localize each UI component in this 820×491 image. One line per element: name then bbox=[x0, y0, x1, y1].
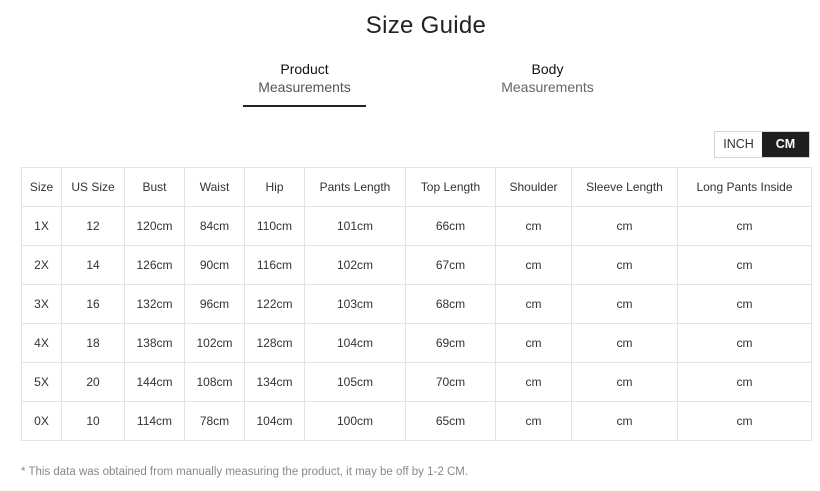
header-sleeve-length: Sleeve Length bbox=[572, 168, 678, 207]
cell-pants-length: 100cm bbox=[305, 402, 406, 441]
cell-size: 4X bbox=[22, 324, 62, 363]
header-waist: Waist bbox=[185, 168, 245, 207]
cell-long-pants-inside: cm bbox=[678, 402, 812, 441]
tab-product-measurements[interactable] bbox=[243, 60, 366, 107]
tab-body-measurements[interactable] bbox=[486, 60, 609, 107]
header-size: Size bbox=[22, 168, 62, 207]
cell-top-length: 65cm bbox=[406, 402, 496, 441]
cell-long-pants-inside: cm bbox=[678, 363, 812, 402]
tab-body-line2: Measurements bbox=[501, 79, 594, 95]
cell-hip: 116cm bbox=[245, 246, 305, 285]
header-top-length: Top Length bbox=[406, 168, 496, 207]
tab-product-line2: Measurements bbox=[258, 79, 351, 95]
cell-long-pants-inside: cm bbox=[678, 324, 812, 363]
cell-size: 3X bbox=[22, 285, 62, 324]
unit-cm-button[interactable]: CM bbox=[762, 132, 809, 157]
table-row bbox=[22, 402, 812, 441]
cell-bust: 114cm bbox=[125, 402, 185, 441]
cell-size: 1X bbox=[22, 207, 62, 246]
table-row bbox=[22, 285, 812, 324]
cell-waist: 96cm bbox=[185, 285, 245, 324]
cell-bust: 144cm bbox=[125, 363, 185, 402]
cell-bust: 138cm bbox=[125, 324, 185, 363]
cell-shoulder: cm bbox=[496, 207, 572, 246]
cell-sleeve-length: cm bbox=[572, 246, 678, 285]
cell-waist: 78cm bbox=[185, 402, 245, 441]
cell-us-size: 18 bbox=[62, 324, 125, 363]
cell-sleeve-length: cm bbox=[572, 285, 678, 324]
table-row bbox=[22, 324, 812, 363]
cell-shoulder: cm bbox=[496, 285, 572, 324]
header-bust: Bust bbox=[125, 168, 185, 207]
cell-waist: 90cm bbox=[185, 246, 245, 285]
cell-bust: 120cm bbox=[125, 207, 185, 246]
cell-long-pants-inside: cm bbox=[678, 246, 812, 285]
cell-size: 2X bbox=[22, 246, 62, 285]
cell-long-pants-inside: cm bbox=[678, 285, 812, 324]
size-table bbox=[21, 167, 812, 441]
cell-bust: 126cm bbox=[125, 246, 185, 285]
header-long-pants-inside: Long Pants Inside bbox=[678, 168, 812, 207]
cell-bust: 132cm bbox=[125, 285, 185, 324]
unit-inch-button[interactable]: INCH bbox=[715, 132, 762, 157]
active-tab-underline bbox=[243, 105, 366, 107]
cell-waist: 84cm bbox=[185, 207, 245, 246]
cell-hip: 110cm bbox=[245, 207, 305, 246]
measurement-footnote: * This data was obtained from manually measuring the product, it may be off by 1-2 CM. bbox=[21, 466, 469, 478]
tab-product-line1: Product bbox=[280, 61, 329, 77]
cell-sleeve-length: cm bbox=[572, 324, 678, 363]
table-header-row bbox=[22, 168, 812, 207]
cell-size: 5X bbox=[22, 363, 62, 402]
cell-pants-length: 105cm bbox=[305, 363, 406, 402]
cell-top-length: 70cm bbox=[406, 363, 496, 402]
tab-body-line1: Body bbox=[531, 61, 564, 77]
cell-us-size: 14 bbox=[62, 246, 125, 285]
table-row bbox=[22, 246, 812, 285]
cell-hip: 122cm bbox=[245, 285, 305, 324]
unit-toggle bbox=[714, 131, 810, 158]
table-row bbox=[22, 207, 812, 246]
cell-top-length: 68cm bbox=[406, 285, 496, 324]
cell-shoulder: cm bbox=[496, 402, 572, 441]
cell-us-size: 16 bbox=[62, 285, 125, 324]
cell-sleeve-length: cm bbox=[572, 207, 678, 246]
header-hip: Hip bbox=[245, 168, 305, 207]
cell-hip: 104cm bbox=[245, 402, 305, 441]
cell-pants-length: 101cm bbox=[305, 207, 406, 246]
cell-long-pants-inside: cm bbox=[678, 207, 812, 246]
cell-sleeve-length: cm bbox=[572, 363, 678, 402]
cell-top-length: 66cm bbox=[406, 207, 496, 246]
cell-sleeve-length: cm bbox=[572, 402, 678, 441]
cell-waist: 102cm bbox=[185, 324, 245, 363]
page-title: Size Guide bbox=[365, 12, 487, 39]
cell-us-size: 10 bbox=[62, 402, 125, 441]
cell-pants-length: 103cm bbox=[305, 285, 406, 324]
cell-shoulder: cm bbox=[496, 324, 572, 363]
cell-top-length: 69cm bbox=[406, 324, 496, 363]
cell-top-length: 67cm bbox=[406, 246, 496, 285]
cell-us-size: 12 bbox=[62, 207, 125, 246]
cell-shoulder: cm bbox=[496, 246, 572, 285]
header-shoulder: Shoulder bbox=[496, 168, 572, 207]
header-pants-length: Pants Length bbox=[305, 168, 406, 207]
cell-shoulder: cm bbox=[496, 363, 572, 402]
cell-pants-length: 104cm bbox=[305, 324, 406, 363]
table-row bbox=[22, 363, 812, 402]
cell-hip: 134cm bbox=[245, 363, 305, 402]
cell-hip: 128cm bbox=[245, 324, 305, 363]
header-us-size: US Size bbox=[62, 168, 125, 207]
cell-us-size: 20 bbox=[62, 363, 125, 402]
cell-waist: 108cm bbox=[185, 363, 245, 402]
cell-size: 0X bbox=[22, 402, 62, 441]
cell-pants-length: 102cm bbox=[305, 246, 406, 285]
